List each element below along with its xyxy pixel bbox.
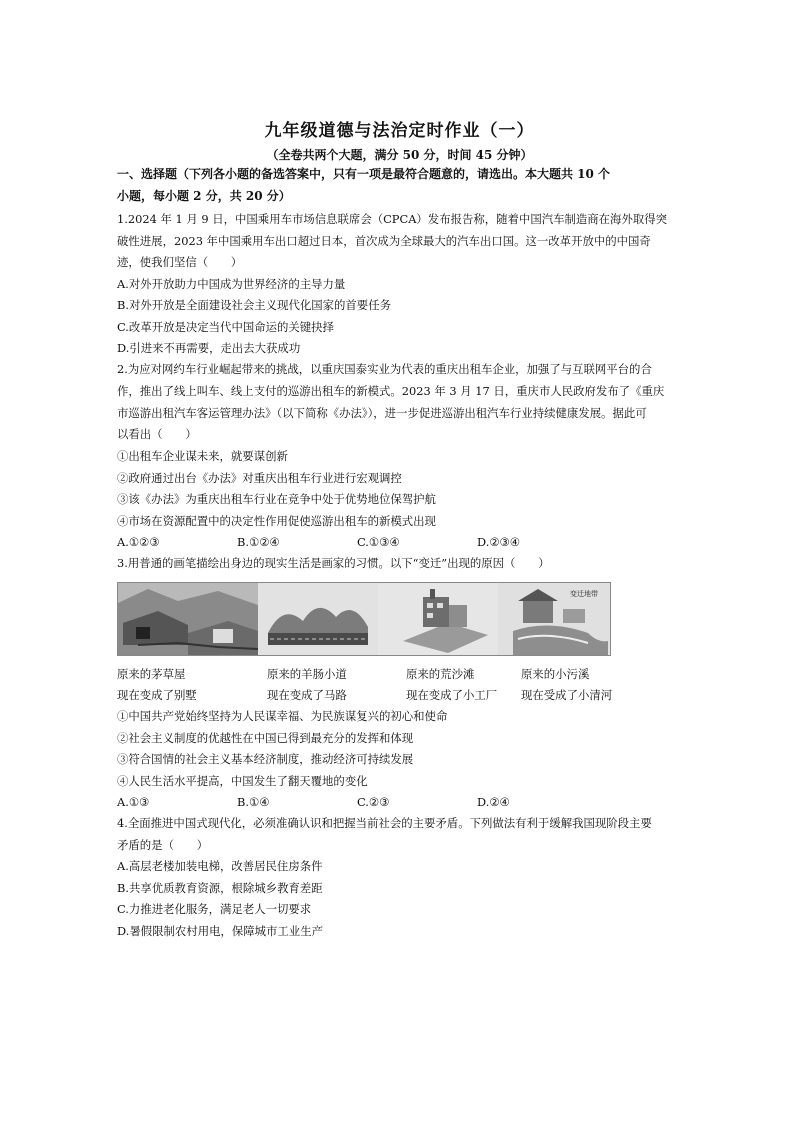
q1-option-d: D.引进来不再需要，走出去大获成功 <box>117 341 301 355</box>
q2-item-3: ③该《办法》为重庆出租车行业在竞争中处于优势地位保驾护航 <box>117 492 436 506</box>
q3-choice-a: A.①③ <box>117 795 150 809</box>
q3-caption-bottom-4: 现在受成了小清河 <box>521 688 613 702</box>
q3-illustration <box>117 582 611 656</box>
q3-caption-top-4: 原来的小污溪 <box>521 667 590 681</box>
q2-choice-c: C.①③④ <box>357 535 400 549</box>
q2-choice-d: D.②③④ <box>477 535 520 549</box>
q1-option-a: A.对外开放助力中国成为世界经济的主导力量 <box>117 277 346 291</box>
road-model-picture <box>258 583 378 655</box>
q3-caption-bottom-1: 现在变成了别墅 <box>117 688 197 702</box>
q2-choice-a: A.①②③ <box>117 535 160 549</box>
page-subtitle: （全卷共两个大题，满分 50 分，时间 45 分钟） <box>266 148 533 162</box>
q3-item-2: ②社会主义制度的优越性在中国已得到最充分的发挥和体现 <box>117 731 414 745</box>
q3-caption-top-3: 原来的荒沙滩 <box>406 667 475 681</box>
river-model-picture <box>498 583 610 655</box>
q4-option-d: D.暑假限制农村用电，保障城市工业生产 <box>117 924 323 938</box>
section-heading-line-2: 小题，每小题 2 分，共 20 分） <box>117 189 291 203</box>
q3-choices <box>117 794 597 810</box>
q2-stem-line-2: 作，推出了线上叫车、线上支付的巡游出租车的新模式。2023 年 3 月 17 日，重庆市人民政府发布了《重庆 <box>117 384 665 398</box>
q3-captions-bottom <box>117 687 612 703</box>
q3-caption-top-2: 原来的羊肠小道 <box>267 667 347 681</box>
q1-option-b: B.对外开放是全面建设社会主义现代化国家的首要任务 <box>117 298 391 312</box>
q2-choices <box>117 534 597 550</box>
q3-captions-top <box>117 666 589 682</box>
q2-item-1: ①出租车企业谋未来，就要谋创新 <box>117 449 288 463</box>
q3-item-1: ①中国共产党始终坚持为人民谋幸福、为民族谋复兴的初心和使命 <box>117 709 448 723</box>
q3-item-4: ④人民生活水平提高，中国发生了翻天覆地的变化 <box>117 774 368 788</box>
q4-option-b: B.共享优质教育资源，根除城乡教育差距 <box>117 881 323 895</box>
q3-caption-bottom-3: 现在变成了小工厂 <box>406 688 498 702</box>
page-title: 九年级道德与法治定时作业（一） <box>264 121 535 141</box>
q1-stem-line-3: 迹，使我们坚信（ ） <box>117 255 243 269</box>
q2-choice-b: B.①②④ <box>237 535 280 549</box>
q3-choice-b: B.①④ <box>237 795 270 809</box>
q3-choice-c: C.②③ <box>357 795 390 809</box>
factory-model-picture <box>378 583 498 655</box>
q3-item-3: ③符合国情的社会主义基本经济制度，推动经济可持续发展 <box>117 752 414 766</box>
q2-stem-line-3: 市巡游出租汽车客运管理办法》（以下简称《办法》），进一步促进巡游出租汽车行业持续健康发展。据此可 <box>117 406 647 420</box>
q4-stem-line-1: 4.全面推进中国式现代化，必须准确认识和把握当前社会的主要矛盾。下列做法有利于缓解我国现阶段主要 <box>117 816 652 830</box>
q2-stem-line-4: 以看出（ ） <box>117 427 197 441</box>
q3-stem: 3.用普通的画笔描绘出身边的现实生活是画家的习惯。以下“变迁”出现的原因（ ） <box>117 556 550 570</box>
q1-option-c: C.改革开放是决定当代中国命运的关键抉择 <box>117 320 334 334</box>
q3-choice-d: D.②④ <box>477 795 510 809</box>
q4-option-c: C.力推进老化服务，满足老人一切要求 <box>117 902 312 916</box>
q2-item-4: ④市场在资源配置中的决定性作用促使巡游出租车的新模式出现 <box>117 514 436 528</box>
q3-caption-top-1: 原来的茅草屋 <box>117 667 186 681</box>
q4-stem-line-2: 矛盾的是（ ） <box>117 838 209 852</box>
q2-item-2: ②政府通过出台《办法》对重庆出租车行业进行宏观调控 <box>117 471 402 485</box>
q4-option-a: A.高层老楼加装电梯，改善居民住房条件 <box>117 859 323 873</box>
q1-stem-line-2: 破性进展，2023 年中国乘用车出口超过日本，首次成为全球最大的汽车出口国。这一改革开放中的中国奇 <box>117 234 651 248</box>
q3-caption-bottom-2: 现在变成了马路 <box>267 688 347 702</box>
illustration-label: 变迁地带 <box>570 590 598 598</box>
q1-stem-line-1: 1.2024 年 1 月 9 日，中国乘用车市场信息联席会（CPCA）发布报告称，随着中国汽车制造商在海外取得突 <box>117 212 668 226</box>
q2-stem-line-1: 2.为应对网约车行业崛起带来的挑战，以重庆国泰实业为代表的重庆出租车企业，加强了与互联网平台的合 <box>117 362 652 376</box>
section-heading-line-1: 一、选择题（下列各小题的备选答案中，只有一项是最符合题意的，请选出。本大题共 10 个 <box>117 167 611 181</box>
thatched-hut-picture <box>118 583 258 655</box>
